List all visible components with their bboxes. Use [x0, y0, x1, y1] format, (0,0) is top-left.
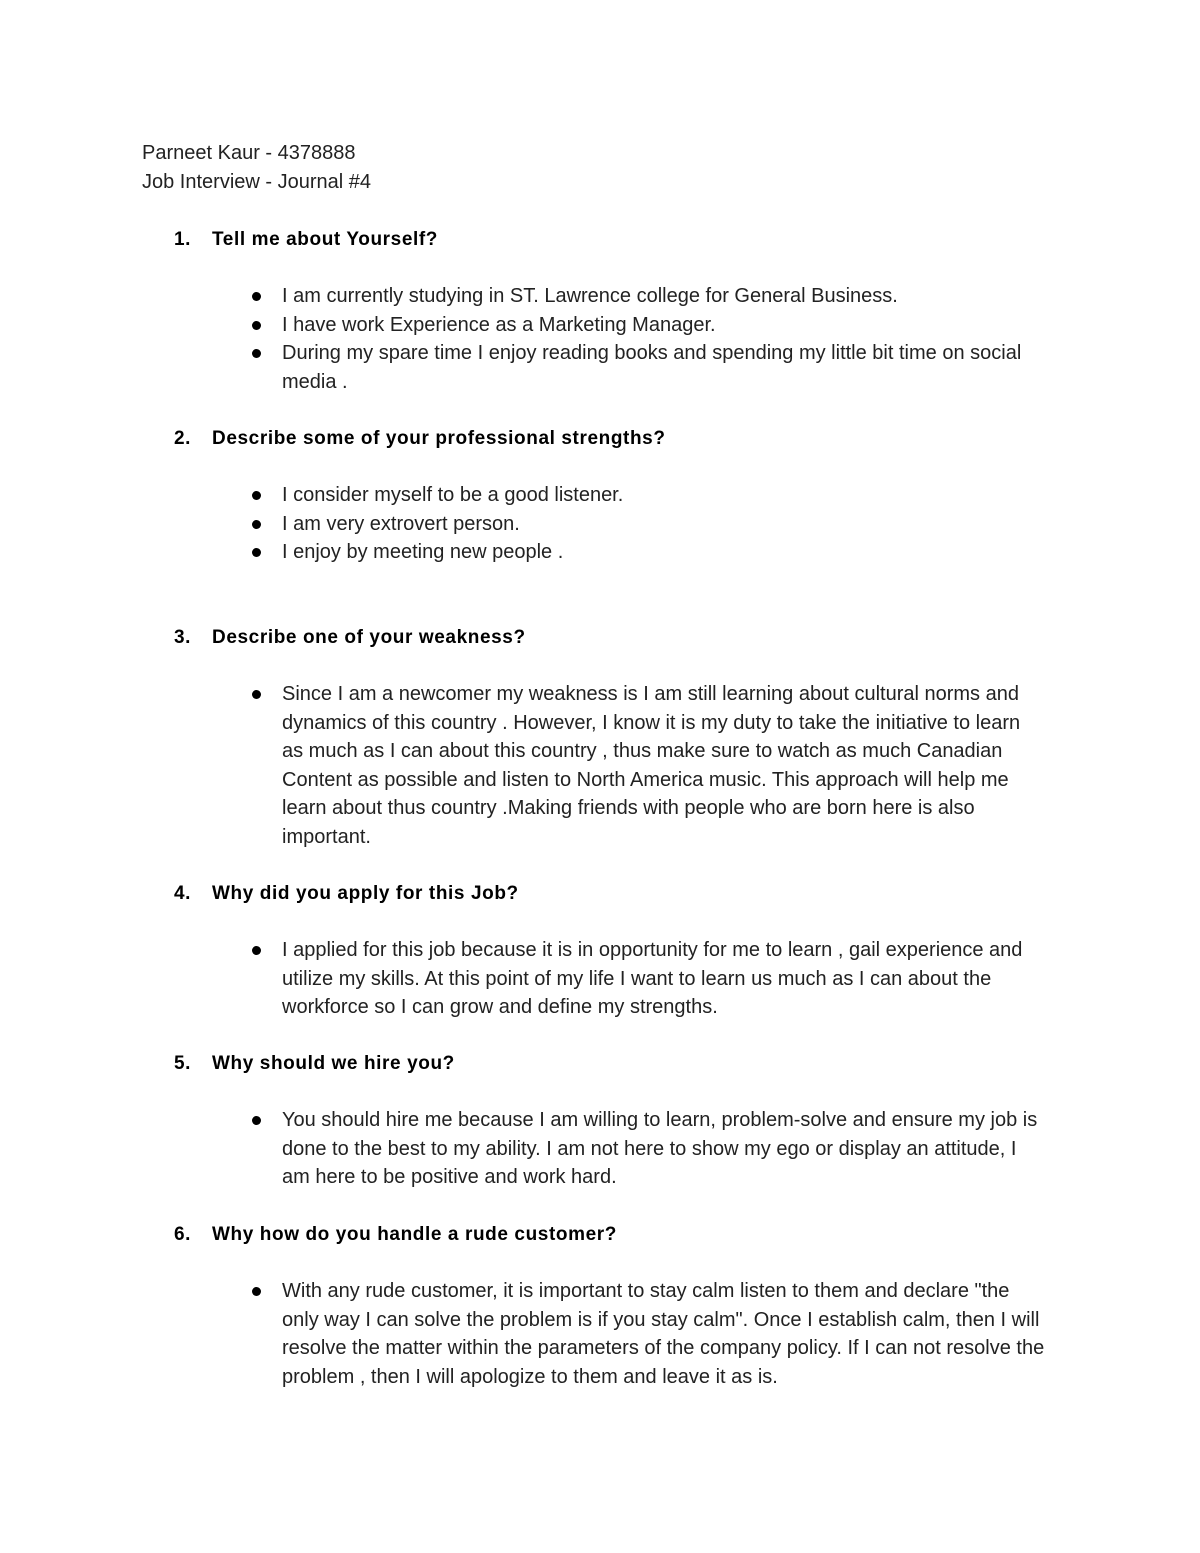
bullet-icon: [252, 292, 261, 301]
list-item: You should hire me because I am willing to learn, problem-solve and ensure my job is done to the best to my ability. I am not here to show my ego or display an attitude, I am here to be positive and work hard.: [246, 1106, 1046, 1192]
list-item: I am currently studying in ST. Lawrence college for General Business.: [246, 282, 1046, 311]
list-item: I enjoy by meeting new people .: [246, 538, 1046, 567]
question-text: Describe one of your weakness?: [212, 627, 526, 648]
bullet-icon: [252, 548, 261, 557]
question-number: 4.: [174, 883, 192, 904]
question-text: Describe some of your professional strengths?: [212, 428, 666, 449]
bullet-icon: [252, 520, 261, 529]
list-item: I am very extrovert person.: [246, 510, 1046, 539]
question-number: 2.: [174, 428, 192, 449]
question-number: 5.: [174, 1053, 192, 1074]
answer-list-6: [246, 1277, 1046, 1391]
question-5: [174, 1050, 455, 1078]
answer-list-3: [246, 680, 1046, 852]
question-text: Why how do you handle a rude customer?: [212, 1224, 617, 1245]
student-name-id: Parneet Kaur - 4378888: [142, 142, 356, 164]
question-3: [174, 624, 526, 652]
question-number: 1.: [174, 229, 192, 250]
bullet-icon: [252, 1116, 261, 1125]
answer-list-5: [246, 1106, 1046, 1192]
question-6: [174, 1221, 617, 1249]
bullet-icon: [252, 491, 261, 500]
list-item: I have work Experience as a Marketing Manager.: [246, 311, 1046, 340]
bullet-icon: [252, 1287, 261, 1296]
bullet-icon: [252, 690, 261, 699]
bullet-icon: [252, 321, 261, 330]
answer-list-4: [246, 936, 1046, 1022]
list-item: During my spare time I enjoy reading books and spending my little bit time on social media .: [246, 339, 1046, 396]
question-text: Why should we hire you?: [212, 1053, 455, 1074]
bullet-icon: [252, 946, 261, 955]
bullet-icon: [252, 349, 261, 358]
question-text: Why did you apply for this Job?: [212, 883, 519, 904]
question-4: [174, 880, 519, 908]
list-item: I applied for this job because it is in opportunity for me to learn , gail experience and utilize my skills. At this point of my life I want to learn us much as I can about the workforce so I can grow and define my strengths.: [246, 936, 1046, 1022]
list-item: With any rude customer, it is important to stay calm listen to them and declare "the only way I can solve the problem is if you stay calm". Once I establish calm, then I will resolve the matter within the parameters of the company policy. If I can not resolve the problem , then I will apologize to them and leave it as is.: [246, 1277, 1046, 1391]
list-item: I consider myself to be a good listener.: [246, 481, 1046, 510]
answer-list-1: [246, 282, 1046, 396]
question-number: 3.: [174, 627, 192, 648]
answer-list-2: [246, 481, 1046, 567]
question-2: [174, 425, 666, 453]
list-item: Since I am a newcomer my weakness is I am still learning about cultural norms and dynamics of this country . However, I know it is my duty to take the initiative to learn as much as I can about this country , thus make sure to watch as much Canadian Content as possible and listen to North America music. This approach will help me learn about thus country .Making friends with people who are born here is also important.: [246, 680, 1046, 852]
question-1: [174, 226, 438, 254]
question-text: Tell me about Yourself?: [212, 229, 439, 250]
question-number: 6.: [174, 1224, 192, 1245]
document-title: Job Interview - Journal #4: [142, 171, 372, 193]
